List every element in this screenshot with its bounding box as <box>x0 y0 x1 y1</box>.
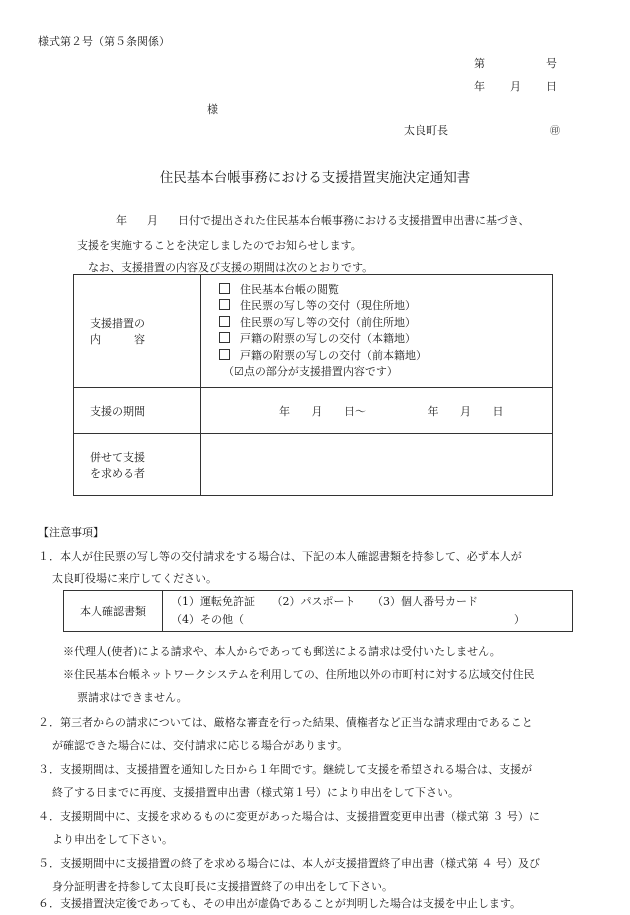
id-options-cell <box>163 591 573 632</box>
date-year: 年 <box>474 80 485 93</box>
body-line-2: 支援を実施することを決定しましたのでお知らせします。 <box>77 239 362 252</box>
note-4b: より申出をして下さい。 <box>52 833 173 846</box>
issuer-name: 太良町長 <box>404 124 448 137</box>
body-line-1 <box>116 212 530 228</box>
note-1b: 太良町役場に来庁してください。 <box>52 572 217 585</box>
asterisk-note-1: ※代理人(使者)による請求や、本人からであっても郵送による請求は受付いたしません。 <box>63 645 501 658</box>
date-month: 月 <box>510 80 521 93</box>
note-1a: １．本人が住民票の写し等の交付請求をする場合は、下記の本人確認書類を持参して、必ず本人が <box>38 550 522 563</box>
checkbox-icon[interactable] <box>219 299 230 310</box>
option-row[interactable]: 住民基本台帳の閲覧 <box>219 282 552 299</box>
body-line-1-rest: 日付で提出された住民基本台帳事務における支援措置申出書に基づき、 <box>178 214 530 227</box>
id-document-table <box>63 590 573 632</box>
checkbox-icon[interactable] <box>219 349 230 360</box>
doc-number-dai: 第 <box>474 57 485 70</box>
note-2a: ２．第三者からの請求については、厳格な審査を行った結果、債権者など正当な請求理由であること <box>38 716 533 729</box>
content-label-b: 内 容 <box>90 333 145 346</box>
checkbox-icon[interactable] <box>219 316 230 327</box>
option-row[interactable]: 戸籍の附票の写しの交付（本籍地） <box>219 331 552 348</box>
note-5b: 身分証明書を持参して太良町長に支援措置終了の申出をして下さい。 <box>52 880 393 893</box>
option-row[interactable]: 住民票の写し等の交付（前住所地） <box>219 315 552 332</box>
note-2b: が確認できた場合には、交付請求に応じる場合があります。 <box>52 739 349 752</box>
companion-label-a: 併せて支援 <box>90 450 145 464</box>
note-4a: ４．支援期間中に、支援を求めるものに変更があった場合は、支援措置変更申出書（様式第 ３ 号）に <box>38 810 540 823</box>
form-number: 様式第２号（第５条関係） <box>38 35 170 48</box>
body-month: 月 <box>147 214 158 227</box>
body-line-3: なお、支援措置の内容及び支援の期間は次のとおりです。 <box>88 261 374 274</box>
seal-mark: ㊞ <box>550 126 560 137</box>
doc-number-go: 号 <box>546 57 557 70</box>
document-title: 住民基本台帳事務における支援措置実施決定通知書 <box>159 170 471 186</box>
companion-label-b: を求める者 <box>90 466 145 480</box>
notes-heading: 【注意事項】 <box>38 526 104 539</box>
asterisk-note-2a: ※住民基本台帳ネットワークシステムを利用しての、住所地以外の市町村に対する広域交付住民 <box>63 668 535 681</box>
note-5a: ５．支援期間中に支援措置の終了を求める場合には、本人が支援措置終了申出書（様式第 ４ 号）及び <box>38 857 540 870</box>
companion-label-cell <box>74 434 201 496</box>
date-day: 日 <box>546 80 557 93</box>
checked-box-icon: ☑ <box>234 365 244 378</box>
id-row-2: （4）その他（ ） <box>171 613 525 626</box>
options-note: （☑点の部分が支援措置内容です） <box>223 365 398 378</box>
period-label-cell: 支援の期間 <box>74 388 201 434</box>
id-row-1: （1）運転免許証 （2）パスポート （3）個人番号カード <box>171 595 478 608</box>
note-3a: ３．支援期間は、支援措置を通知した日から１年間です。継続して支援を希望される場合は、支援が <box>38 763 533 776</box>
option-row[interactable]: 戸籍の附票の写しの交付（前本籍地） <box>219 348 552 365</box>
note-6: ６．支援措置決定後であっても、その申出が虚偽であることが判明した場合は支援を中止します。 <box>38 897 522 910</box>
asterisk-note-2b: 票請求はできません。 <box>77 691 188 704</box>
checkbox-icon[interactable] <box>219 332 230 343</box>
note-3b: 終了する日までに再度、支援措置申出書（様式第１号）により申出をして下さい。 <box>52 786 459 799</box>
period-value-cell[interactable]: 年 月 日～ 年 月 日 <box>201 388 553 434</box>
option-row[interactable]: 住民票の写し等の交付（現住所地） <box>219 298 552 315</box>
content-label-a: 支援措置の <box>90 317 145 330</box>
content-label-cell <box>74 275 201 388</box>
id-label-cell: 本人確認書類 <box>64 591 163 632</box>
body-year: 年 <box>116 214 127 227</box>
support-measure-table <box>73 274 553 496</box>
checkbox-icon[interactable] <box>219 283 230 294</box>
companion-value-cell[interactable] <box>201 434 553 496</box>
recipient-sama: 様 <box>207 103 218 116</box>
content-options-cell <box>201 275 553 388</box>
